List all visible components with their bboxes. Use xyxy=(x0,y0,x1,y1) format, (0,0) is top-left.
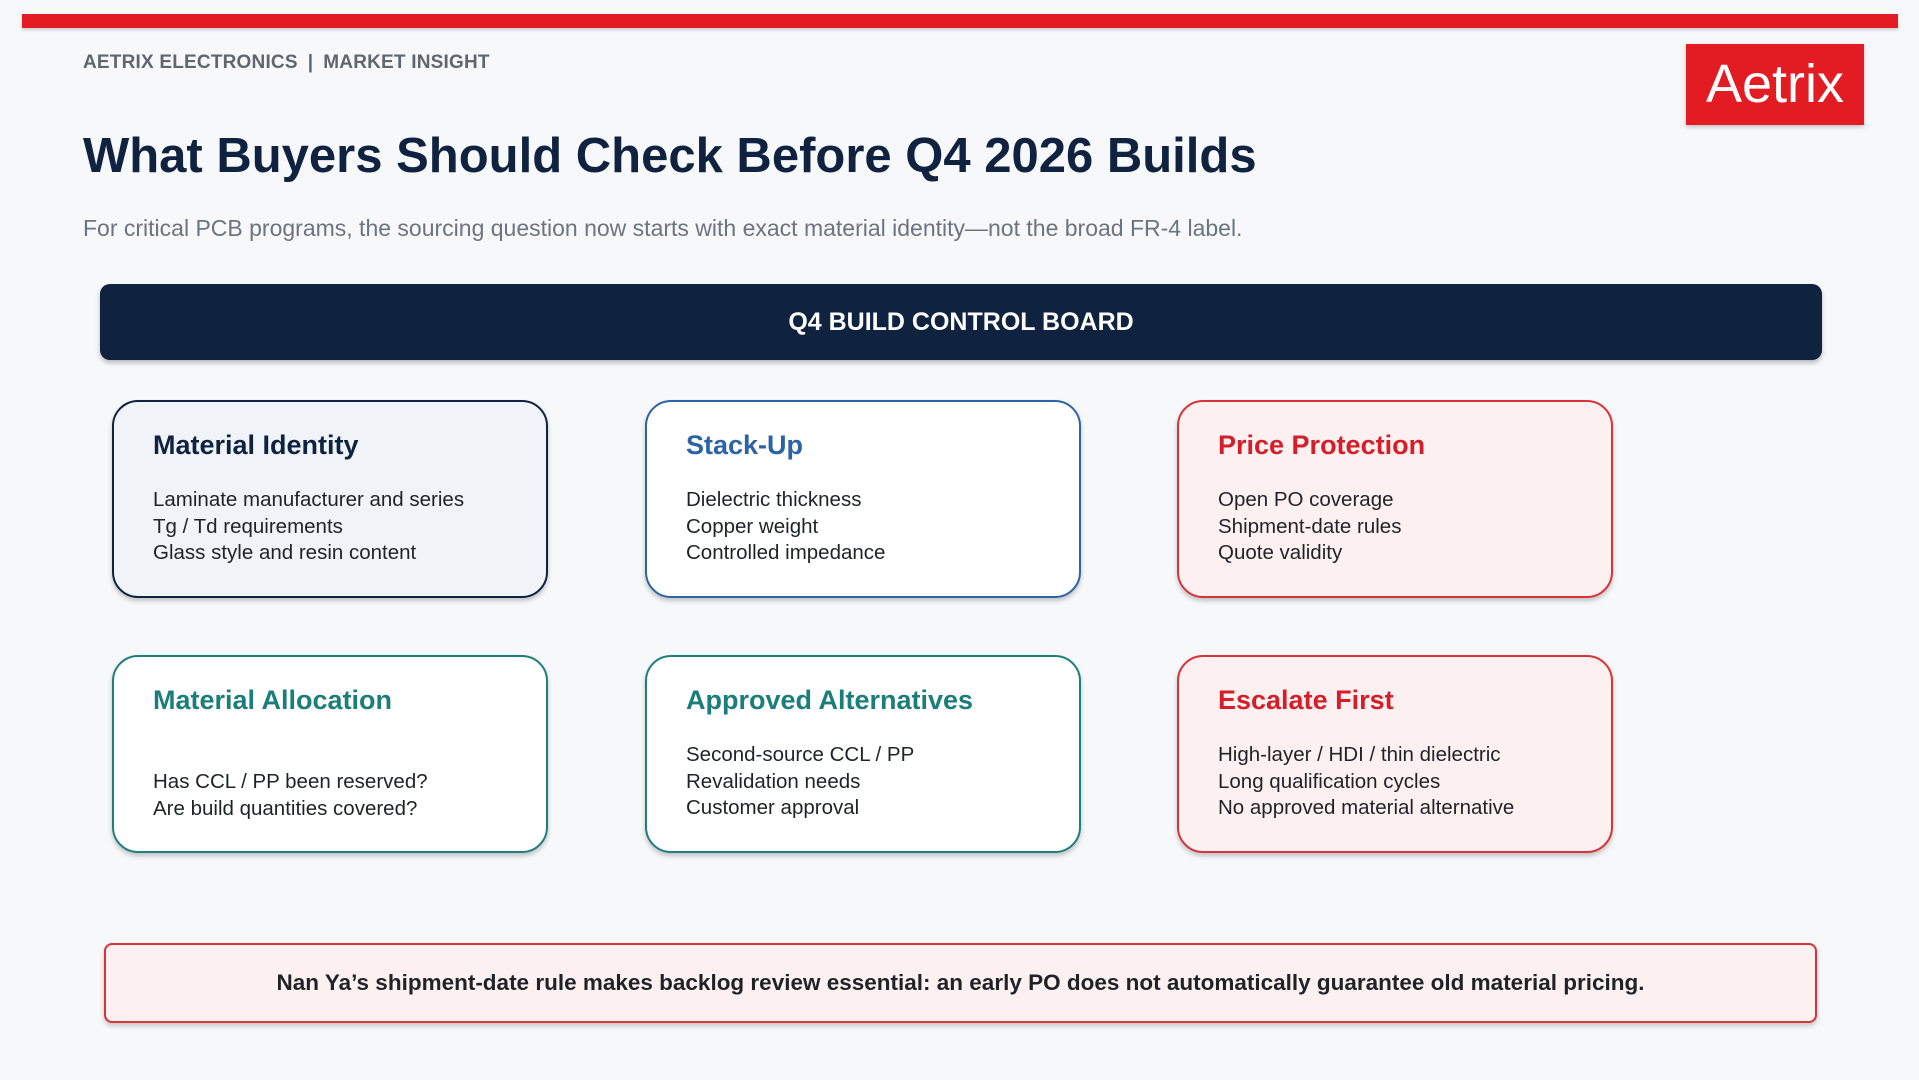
card-material-identity xyxy=(112,400,548,598)
eyebrow-separator: | xyxy=(307,52,314,73)
card-list xyxy=(686,487,885,567)
card-line: No approved material alternative xyxy=(1218,796,1515,819)
card-line: Revalidation needs xyxy=(686,769,861,793)
card-line: Second-source CCL / PP xyxy=(686,743,915,766)
card-line: High-layer / HDI / thin dielectric xyxy=(1218,743,1501,766)
card-material-allocation xyxy=(112,655,548,853)
section-label: MARKET INSIGHT xyxy=(323,52,490,73)
card-line: Controlled impedance xyxy=(686,541,886,564)
card-list xyxy=(153,769,428,822)
eyebrow-label xyxy=(83,52,490,74)
card-line: Has CCL / PP been reserved? xyxy=(153,770,428,793)
card-title: Price Protection xyxy=(1218,430,1426,460)
card-escalate-first xyxy=(1177,655,1613,853)
card-list xyxy=(1218,487,1401,567)
card-list xyxy=(686,742,914,822)
brand-label: AETRIX ELECTRONICS xyxy=(83,52,298,73)
aetrix-logo: Aetrix xyxy=(1686,44,1864,125)
card-line: Copper weight xyxy=(686,514,819,538)
card-line: Customer approval xyxy=(686,796,860,819)
card-line: Laminate manufacturer and series xyxy=(153,488,465,511)
card-line: Quote validity xyxy=(1218,541,1343,564)
card-list xyxy=(153,487,464,567)
control-board-banner: Q4 BUILD CONTROL BOARD xyxy=(100,284,1822,360)
page-title: What Buyers Should Check Before Q4 2026 Builds xyxy=(83,129,1257,183)
card-line: Open PO coverage xyxy=(1218,488,1394,511)
top-accent-bar xyxy=(22,14,1898,28)
page-subtitle: For critical PCB programs, the sourcing question now starts with exact material identity—not the broad FR-4 label. xyxy=(83,215,1243,241)
card-price-protection xyxy=(1177,400,1613,598)
card-line: Are build quantities covered? xyxy=(153,796,418,820)
card-title: Material Identity xyxy=(153,430,359,460)
footer-callout: Nan Ya’s shipment-date rule makes backlog review essential: an early PO does not automatically guarantee old material pricing. xyxy=(104,943,1817,1023)
card-line: Tg / Td requirements xyxy=(153,514,343,538)
card-title: Escalate First xyxy=(1218,685,1394,715)
card-line: Dielectric thickness xyxy=(686,488,862,511)
card-approved-alternatives xyxy=(645,655,1081,853)
card-line: Glass style and resin content xyxy=(153,541,417,564)
card-list xyxy=(1218,742,1514,822)
card-title: Approved Alternatives xyxy=(686,685,974,715)
card-title: Material Allocation xyxy=(153,685,393,715)
card-line: Shipment-date rules xyxy=(1218,514,1402,538)
card-stack-up xyxy=(645,400,1081,598)
card-line: Long qualification cycles xyxy=(1218,769,1441,793)
card-title: Stack-Up xyxy=(686,430,804,460)
